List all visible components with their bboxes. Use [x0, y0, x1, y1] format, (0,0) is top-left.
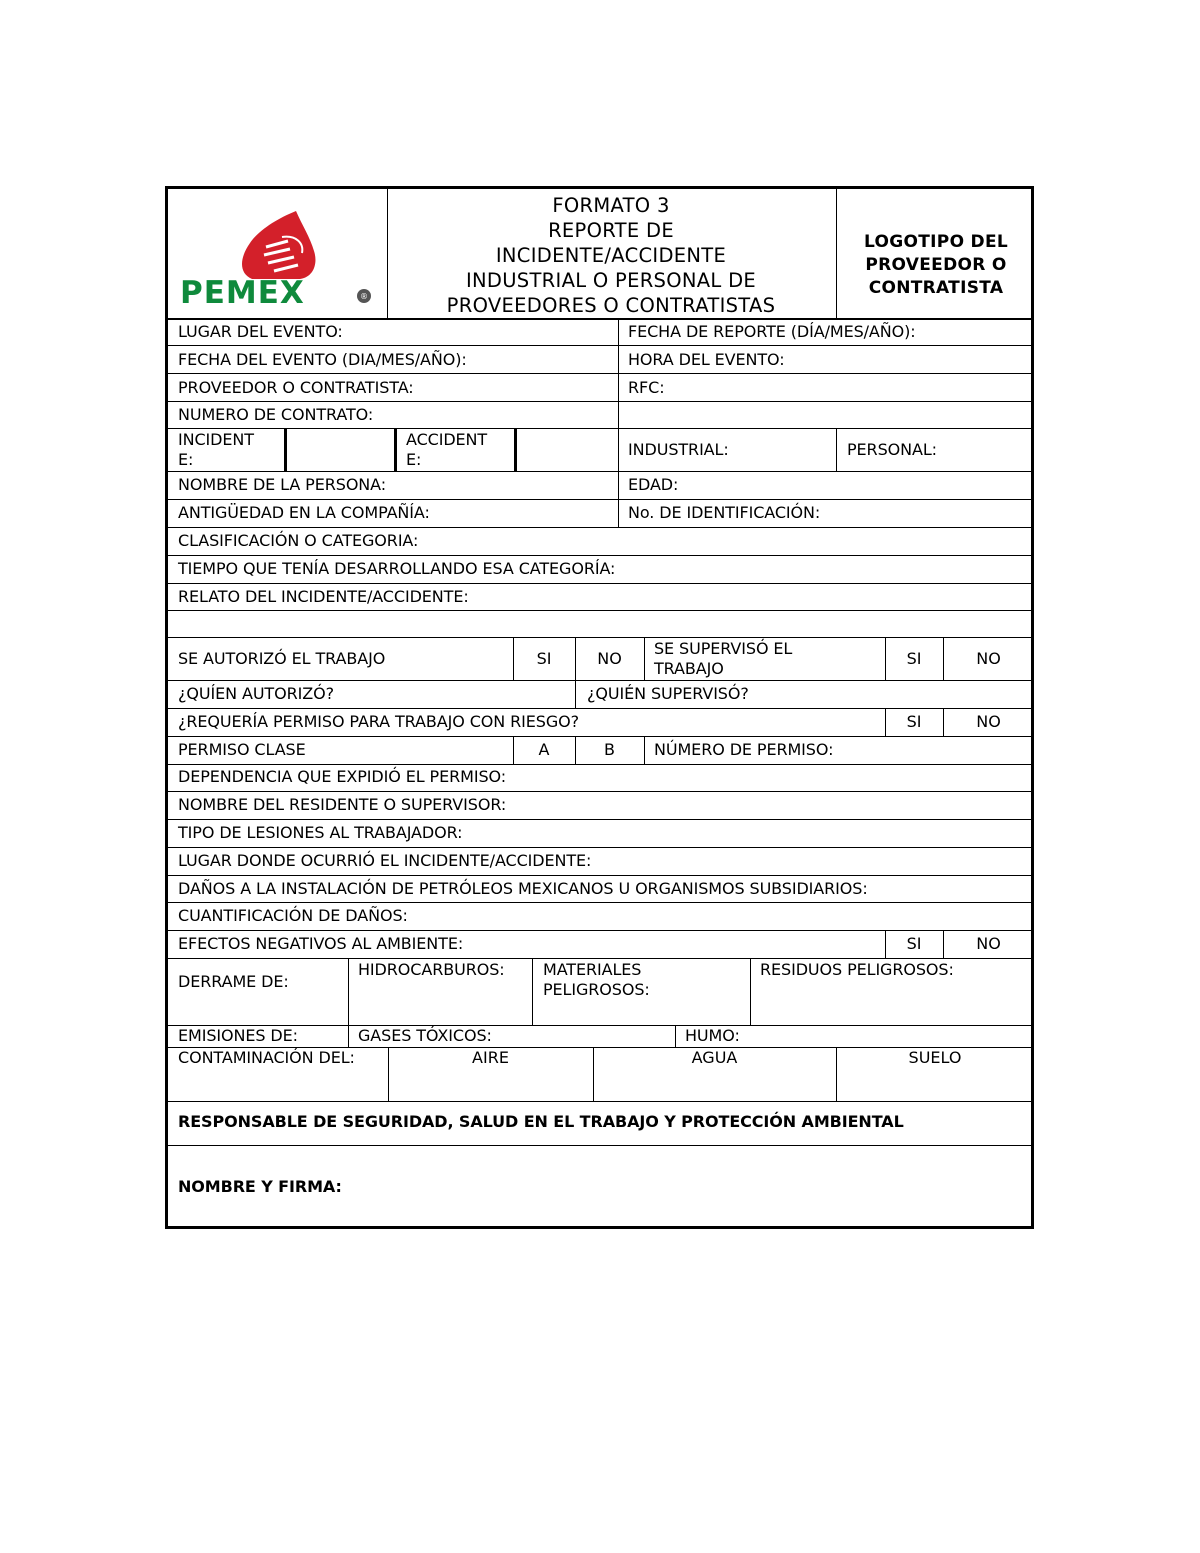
fecha-evento-label: FECHA DEL EVENTO (DIA/MES/AÑO):	[178, 350, 467, 369]
proveedor-label: PROVEEDOR O CONTRATISTA:	[178, 378, 414, 397]
danos-label: DAÑOS A LA INSTALACIÓN DE PETRÓLEOS MEXICANOS U ORGANISMOS SUBSIDIARIOS:	[178, 879, 868, 898]
humo-label: HUMO:	[685, 1026, 740, 1045]
lesiones-label: TIPO DE LESIONES AL TRABAJADOR:	[178, 823, 463, 842]
superviso-no: NO	[976, 649, 1001, 668]
num-identificacion-label: No. DE IDENTIFICACIÓN:	[628, 503, 821, 522]
form-title: FORMATO 3 REPORTE DE INCIDENTE/ACCIDENTE INDUSTRIAL O PERSONAL DE PROVEEDORES O CONTRATISTAS	[446, 194, 776, 317]
superviso-label: SE SUPERVISÓ EL TRABAJO	[654, 639, 793, 678]
nombre-persona-label: NOMBRE DE LA PERSONA:	[178, 475, 387, 494]
efectos-si: SI	[906, 934, 922, 953]
aire-label: AIRE	[472, 1048, 509, 1067]
materiales-label: MATERIALES PELIGROSOS:	[543, 960, 650, 999]
hora-evento-label: HORA DEL EVENTO:	[628, 350, 785, 369]
responsable-heading: RESPONSABLE DE SEGURIDAD, SALUD EN EL TRABAJO Y PROTECCIÓN AMBIENTAL	[178, 1112, 904, 1131]
industrial-label: INDUSTRIAL:	[628, 440, 729, 459]
requeria-permiso-label: ¿REQUERÍA PERMISO PARA TRABAJO CON RIESGO?	[178, 712, 580, 731]
lugar-ocurrio-label: LUGAR DONDE OCURRIÓ EL INCIDENTE/ACCIDENTE:	[178, 851, 592, 870]
suelo-label: SUELO	[908, 1048, 962, 1067]
clase-b: B	[604, 740, 615, 759]
fecha-reporte-label: FECHA DE REPORTE (DÍA/MES/AÑO):	[628, 322, 916, 341]
pemex-wordmark: PEMEX	[180, 275, 305, 305]
incidente-label: INCIDENT E:	[178, 430, 254, 469]
antiguedad-label: ANTIGÜEDAD EN LA COMPAÑÍA:	[178, 503, 430, 522]
permiso-si: SI	[906, 712, 922, 731]
efectos-no: NO	[976, 934, 1001, 953]
cuantificacion-label: CUANTIFICACIÓN DE DAÑOS:	[178, 906, 408, 925]
accidente-label: ACCIDENT E:	[406, 430, 488, 469]
superviso-si: SI	[906, 649, 922, 668]
incident-report-form	[165, 186, 1034, 1229]
autorizo-si: SI	[536, 649, 552, 668]
agua-label: AGUA	[691, 1048, 738, 1067]
hidrocarburos-label: HIDROCARBUROS:	[358, 960, 505, 979]
numero-contrato-label: NUMERO DE CONTRATO:	[178, 405, 374, 424]
quien-superviso-label: ¿QUIÉN SUPERVISÓ?	[587, 684, 749, 703]
edad-label: EDAD:	[628, 475, 679, 494]
autorizo-no: NO	[597, 649, 622, 668]
autorizo-label: SE AUTORIZÓ EL TRABAJO	[178, 649, 386, 668]
clasificacion-label: CLASIFICACIÓN O CATEGORIA:	[178, 531, 419, 550]
clase-a: A	[538, 740, 550, 759]
quien-autorizo-label: ¿QUÍEN AUTORIZÓ?	[178, 684, 334, 703]
gases-label: GASES TÓXICOS:	[358, 1026, 492, 1045]
residuos-label: RESIDUOS PELIGROSOS:	[760, 960, 954, 979]
pemex-logo	[178, 207, 378, 305]
permiso-clase-label: PERMISO CLASE	[178, 740, 306, 759]
supplier-logo-placeholder: LOGOTIPO DEL PROVEEDOR O CONTRATISTA	[864, 232, 1008, 298]
numero-permiso-label: NÚMERO DE PERMISO:	[654, 740, 834, 759]
personal-label: PERSONAL:	[847, 440, 937, 459]
nombre-firma-label: NOMBRE Y FIRMA:	[178, 1177, 342, 1196]
dependencia-label: DEPENDENCIA QUE EXPIDIÓ EL PERMISO:	[178, 767, 507, 786]
svg-text:®: ®	[360, 292, 368, 301]
efectos-label: EFECTOS NEGATIVOS AL AMBIENTE:	[178, 934, 464, 953]
lugar-evento-label: LUGAR DEL EVENTO:	[178, 322, 343, 341]
residente-label: NOMBRE DEL RESIDENTE O SUPERVISOR:	[178, 795, 507, 814]
emisiones-label: EMISIONES DE:	[178, 1026, 298, 1045]
pemex-flame-icon	[242, 211, 315, 279]
rfc-label: RFC:	[628, 378, 665, 397]
permiso-no: NO	[976, 712, 1001, 731]
relato-label: RELATO DEL INCIDENTE/ACCIDENTE:	[178, 587, 469, 606]
contaminacion-label: CONTAMINACIÓN DEL:	[178, 1048, 355, 1067]
tiempo-categoria-label: TIEMPO QUE TENÍA DESARROLLANDO ESA CATEGORÍA:	[178, 559, 616, 578]
derrame-label: DERRAME DE:	[178, 972, 289, 991]
